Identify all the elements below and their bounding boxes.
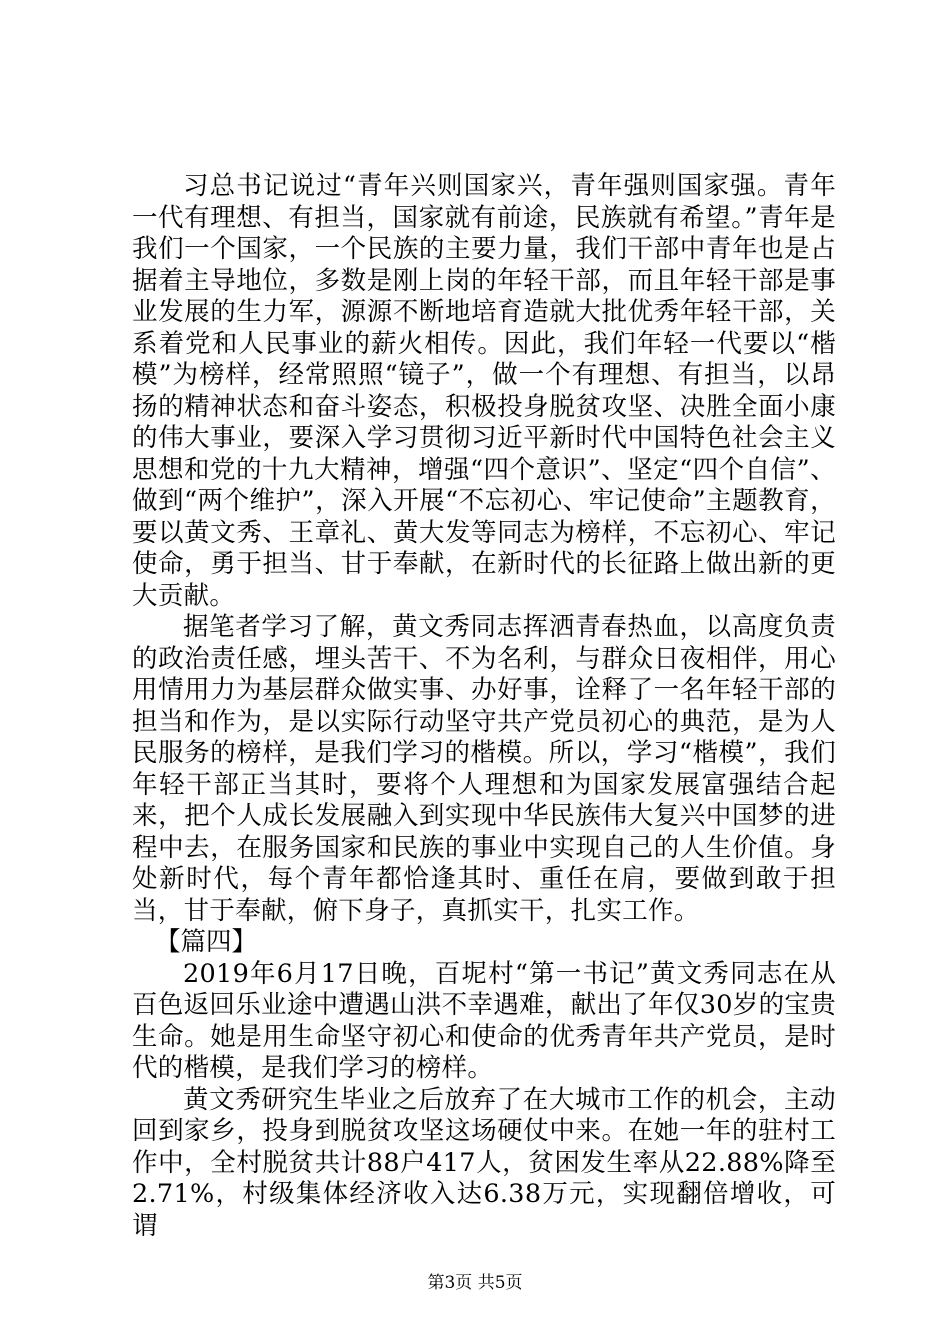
page-number-label: 第3页 共5页 xyxy=(427,1273,523,1293)
paragraph-3: 2019年6月17日晚，百坭村“第一书记”黄文秀同志在从百色返回乐业途中遭遇山洪不幸遇难，献出了年仅30岁的宝贵生命。她是用生命坚守初心和使命的优秀青年共产党员，是时代的楷模，是我们学习的榜样。 xyxy=(132,958,836,1083)
paragraph-1: 习总书记说过“青年兴则国家兴，青年强则国家强。青年一代有理想、有担当，国家就有前途，民族就有希望。”青年是我们一个国家，一个民族的主要力量，我们干部中青年也是占据着主导地位，多数是刚上岗的年轻干部，而且年轻干部是事业发展的生力军，源源不断地培育造就大批优秀年轻干部，关系着党和人民事业的薪火相传。因此，我们年轻一代要以“楷模”为榜样，经常照照“镜子”，做一个有理想、有担当，以昂扬的精神状态和奋斗姿态，积极投身脱贫攻坚、决胜全面小康的伟大事业，要深入学习贯彻习近平新时代中国特色社会主义思想和党的十九大精神，增强“四个意识”、坚定“四个自信”、做到“两个维护”，深入开展“不忘初心、牢记使命”主题教育，要以黄文秀、王章礼、黄大发等同志为榜样，不忘初心、牢记使命，勇于担当、甘于奉献，在新时代的长征路上做出新的更大贡献。 xyxy=(132,171,836,611)
section-heading: 【篇四】 xyxy=(154,927,257,957)
page-footer xyxy=(0,1272,950,1294)
paragraph-2: 据笔者学习了解，黄文秀同志挥洒青春热血，以高度负责的政治责任感，埋头苦干、不为名利，与群众日夜相伴，用心用情用力为基层群众做实事、办好事，诠释了一名年轻干部的担当和作为，是以实际行动坚守共产党员初心的典范，是为人民服务的榜样，是我们学习的楷模。所以，学习“楷模”，我们年轻干部正当其时，要将个人理想和为国家发展富强结合起来，把个人成长发展融入到实现中华民族伟大复兴中国梦的进程中去，在服务国家和民族的事业中实现自己的人生价值。身处新时代，每个青年都恰逢其时、重任在肩，要做到敢于担当，甘于奉献，俯下身子，真抓实干，扎实工作。 xyxy=(132,612,836,926)
document-body xyxy=(132,171,836,1242)
paragraph-4: 黄文秀研究生毕业之后放弃了在大城市工作的机会，主动回到家乡，投身到脱贫攻坚这场硬仗中来。在她一年的驻村工作中，全村脱贫共计88户417人，贫困发生率从22.88%降至2.71%，村级集体经济收入达6.38万元，实现翻倍增收，可谓 xyxy=(132,1084,836,1241)
